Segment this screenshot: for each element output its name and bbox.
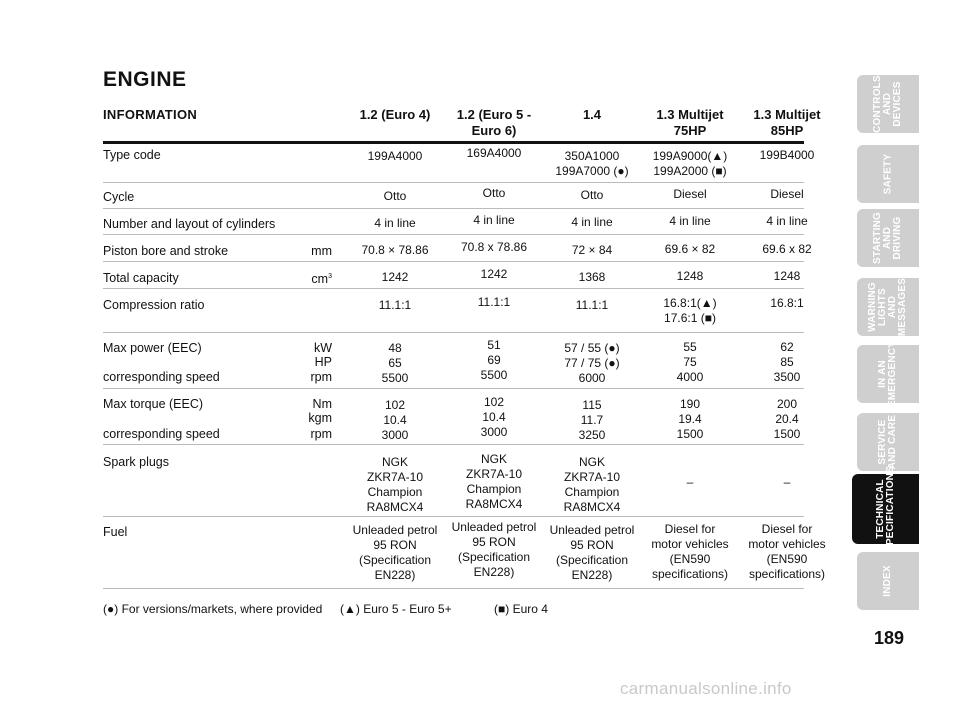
cell-type-code: 350A1000 199A7000 (●) [555, 149, 629, 178]
cell-spark-plugs: – [783, 475, 791, 489]
cell-total-capacity: 1248 [773, 269, 801, 283]
unit-total-capacity-sup: 3 [328, 273, 332, 280]
unit-max-torque: Nm kgm [308, 397, 332, 425]
tab-label: SERVICE AND CARE [876, 414, 898, 470]
tab-warning-lights[interactable] [857, 278, 919, 336]
cell-fuel: Unleaded petrol 95 RON (Specification EN228) [451, 520, 537, 579]
footnote-versions: (●) For versions/markets, where provided [103, 602, 323, 616]
unit-total-capacity [292, 270, 332, 286]
row-label-fuel: Fuel [103, 525, 128, 539]
cell-max-power: 62 85 3500 [773, 340, 801, 384]
row-label-max-power: Max power (EEC) [103, 341, 202, 355]
cell-spark-plugs: NGK ZKR7A-10 Champion RA8MCX4 [563, 455, 621, 514]
cell-max-torque: 102 10.4 3000 [480, 395, 508, 439]
tab-index[interactable] [857, 552, 919, 610]
tab-label: IN AN EMERGENCY [877, 340, 899, 408]
tab-label: INDEX [882, 565, 893, 597]
row-label-cylinders: Number and layout of cylinders [103, 217, 276, 231]
cell-compression: 11.1:1 [378, 298, 412, 312]
row-divider [103, 261, 804, 262]
watermark: carmanualsonline.info [620, 679, 792, 698]
cell-max-torque: 102 10.4 3000 [381, 398, 409, 442]
cell-max-power: 48 65 5500 [381, 341, 409, 385]
cell-bore-stroke: 70.8 × 78.86 [361, 243, 429, 257]
cell-max-power: 51 69 5500 [480, 338, 508, 382]
col-header-multijet-75: 1.3 Multijet 75HP [656, 107, 724, 138]
cell-spark-plugs: – [686, 475, 694, 489]
col-header-multijet-85: 1.3 Multijet 85HP [753, 107, 821, 138]
tab-in-an-emergency[interactable] [857, 340, 919, 408]
cell-spark-plugs: NGK ZKR7A-10 Champion RA8MCX4 [465, 452, 523, 511]
row-divider [103, 388, 804, 389]
cell-fuel: Unleaded petrol 95 RON (Specification EN228) [352, 523, 438, 582]
page-number: 189 [873, 628, 905, 648]
cell-cylinders: 4 in line [571, 215, 613, 229]
info-header: INFORMATION [103, 107, 198, 122]
cell-total-capacity: 1368 [578, 270, 606, 284]
unit-power-speed: rpm [310, 370, 332, 384]
row-divider [103, 208, 804, 209]
row-label-max-torque: Max torque (EEC) [103, 397, 204, 411]
tab-label: TECHNICAL SPECIFICATIONS [874, 466, 896, 552]
tab-starting-and-driving[interactable] [857, 209, 919, 267]
cell-bore-stroke: 69.6 x 82 [762, 242, 812, 256]
tab-technical-specifications[interactable] [852, 466, 919, 552]
cell-bore-stroke: 72 × 84 [571, 243, 613, 257]
cell-type-code: 169A4000 [466, 146, 522, 160]
cell-compression: 16.8:1 [770, 296, 804, 310]
cell-bore-stroke: 69.6 × 82 [664, 242, 716, 256]
cell-cycle: Diesel [673, 187, 707, 201]
cell-spark-plugs: NGK ZKR7A-10 Champion RA8MCX4 [366, 455, 424, 514]
tab-service-and-care[interactable] [857, 413, 919, 471]
cell-cycle: Otto [383, 189, 407, 203]
row-label-power-speed: corresponding speed [103, 370, 220, 384]
col-header-1-2-euro5: 1.2 (Euro 5 - Euro 6) [456, 107, 532, 138]
row-divider [103, 444, 804, 445]
cell-total-capacity: 1248 [676, 269, 704, 283]
unit-bore-stroke: mm [311, 244, 332, 258]
cell-type-code: 199B4000 [759, 148, 815, 162]
cell-total-capacity: 1242 [381, 270, 409, 284]
cell-total-capacity: 1242 [480, 267, 508, 281]
cell-max-torque: 115 11.7 3250 [578, 398, 606, 442]
cell-max-torque: 200 20.4 1500 [773, 397, 801, 441]
row-label-torque-speed: corresponding speed [103, 427, 220, 441]
row-divider [103, 182, 804, 183]
cell-cycle: Diesel [770, 187, 804, 201]
unit-total-capacity-text: cm [311, 272, 329, 287]
row-divider [103, 288, 804, 289]
cell-type-code: 199A9000(▲) 199A2000 (■) [652, 149, 728, 178]
footnote-euro4: (■) Euro 4 [494, 602, 548, 616]
cell-type-code: 199A4000 [367, 149, 423, 163]
row-label-cycle: Cycle [103, 190, 135, 204]
cell-bore-stroke: 70.8 x 78.86 [460, 240, 528, 254]
cell-fuel: Diesel for motor vehicles (EN590 specifications) [748, 522, 826, 581]
cell-cylinders: 4 in line [669, 214, 711, 228]
row-divider [103, 332, 804, 333]
cell-cycle: Otto [482, 186, 506, 200]
cell-fuel: Unleaded petrol 95 RON (Specification EN228) [549, 523, 635, 582]
unit-torque-speed: rpm [310, 427, 332, 441]
row-divider [103, 234, 804, 235]
row-divider [103, 516, 804, 517]
tab-label: CONTROLS AND DEVICES [872, 75, 903, 133]
tab-safety[interactable] [857, 145, 919, 203]
row-divider [103, 588, 804, 589]
cell-cylinders: 4 in line [766, 214, 808, 228]
cell-compression: 11.1:1 [477, 295, 511, 309]
row-label-bore-stroke: Piston bore and stroke [103, 244, 229, 258]
row-label-compression: Compression ratio [103, 298, 205, 312]
footnote-euro5: (▲) Euro 5 - Euro 5+ [340, 602, 452, 616]
tab-label: SAFETY [882, 153, 893, 195]
row-label-spark-plugs: Spark plugs [103, 455, 170, 469]
col-header-1-2-euro4: 1.2 (Euro 4) [359, 107, 431, 122]
unit-max-power: kW HP [313, 341, 332, 369]
cell-max-power: 57 / 55 (●) 77 / 75 (●) 6000 [564, 341, 620, 385]
table-top-rule [103, 141, 804, 144]
cell-cycle: Otto [580, 188, 604, 202]
col-header-1-4: 1.4 [582, 107, 602, 122]
tab-controls-and-devices[interactable] [857, 75, 919, 133]
row-label-type-code: Type code [103, 148, 161, 162]
cell-cylinders: 4 in line [473, 213, 515, 227]
cell-compression: 11.1:1 [575, 298, 609, 312]
cell-max-power: 55 75 4000 [676, 340, 704, 384]
cell-compression: 16.8:1(▲) 17.6:1 (■) [663, 296, 717, 325]
cell-fuel: Diesel for motor vehicles (EN590 specifications) [651, 522, 729, 581]
page-title: ENGINE [103, 68, 187, 91]
tab-label: WARNING LIGHTS AND MESSAGES [867, 277, 908, 337]
row-label-total-capacity: Total capacity [103, 271, 179, 285]
cell-cylinders: 4 in line [374, 216, 416, 230]
tab-label: STARTING AND DRIVING [872, 212, 903, 264]
cell-max-torque: 190 19.4 1500 [676, 397, 704, 441]
